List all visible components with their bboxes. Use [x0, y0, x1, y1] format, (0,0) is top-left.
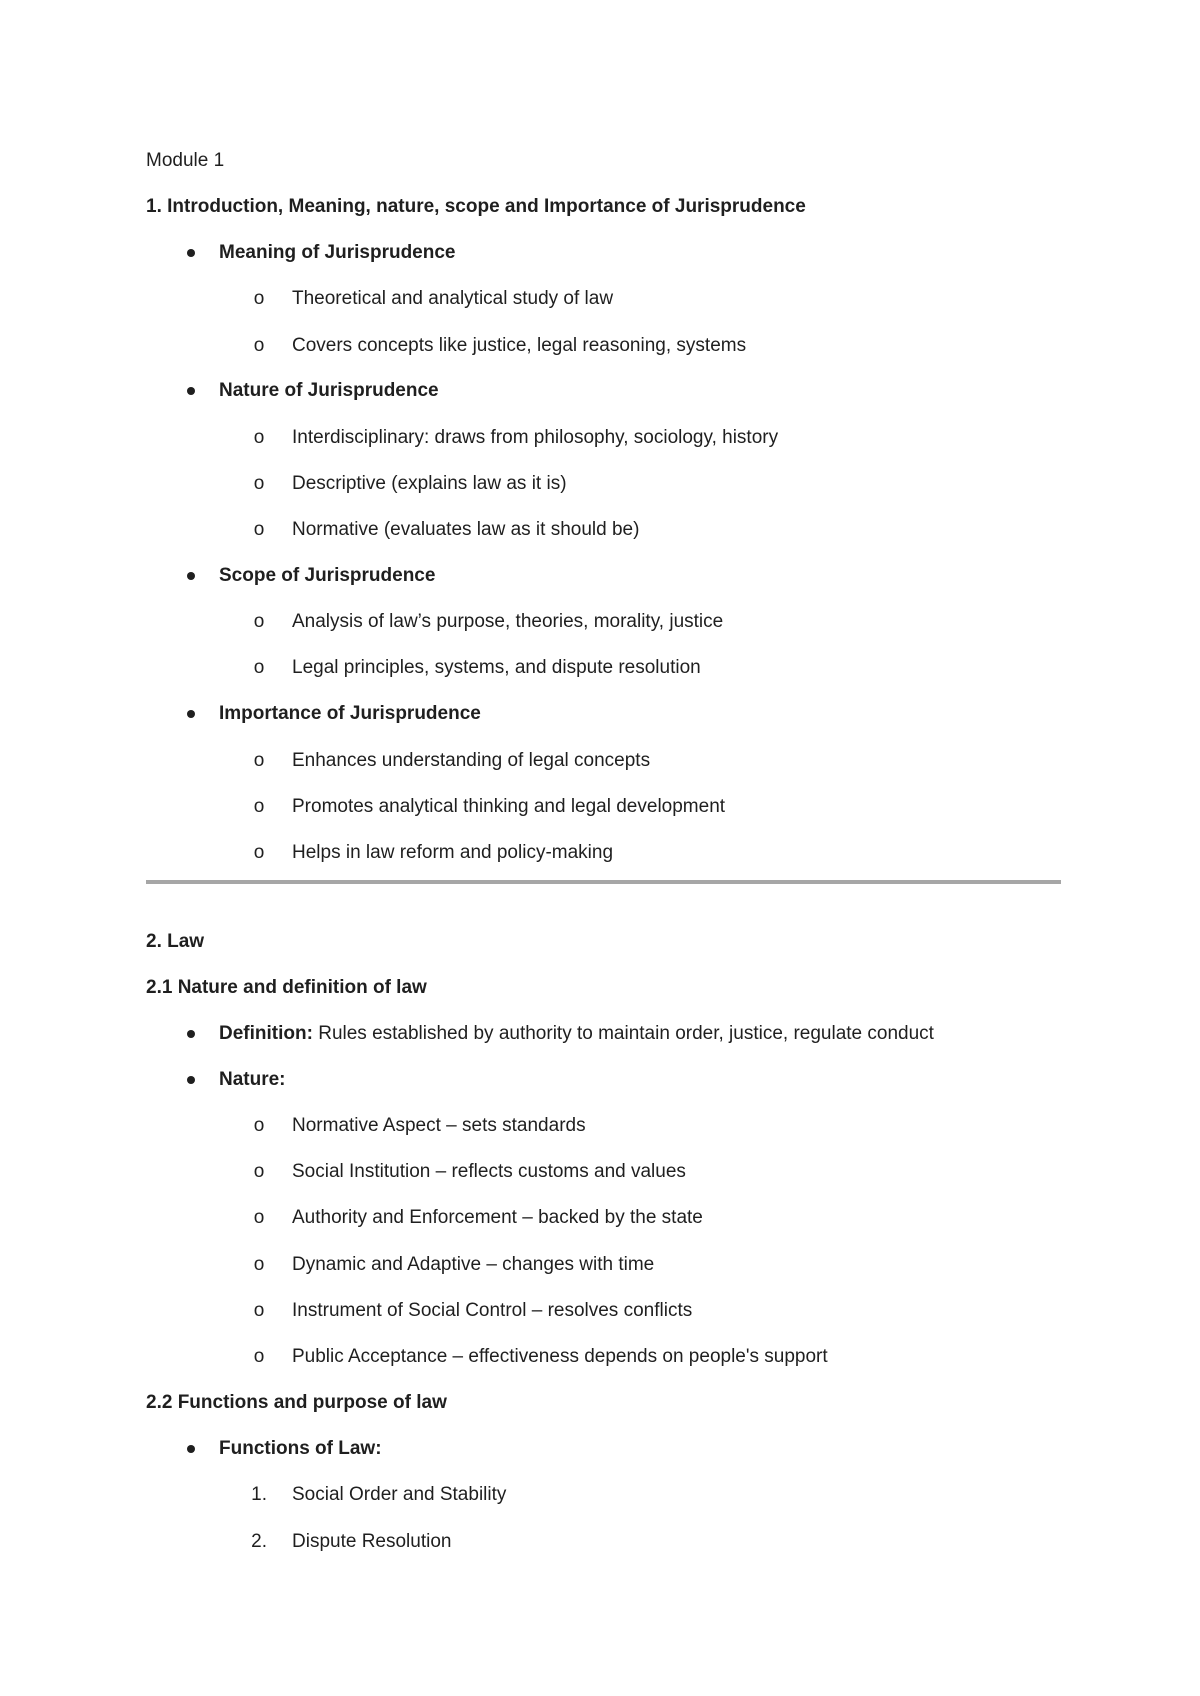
list-item: Analysis of law’s purpose, theories, morality, justice	[292, 611, 724, 632]
bullet-icon	[187, 1030, 195, 1038]
list-item: Covers concepts like justice, legal reasoning, systems	[292, 335, 747, 356]
list-item: Authority and Enforcement – backed by the state	[292, 1207, 703, 1228]
sub-bullet-icon: o	[253, 842, 265, 863]
sub-bullet-icon: o	[253, 1207, 265, 1228]
scope-heading: Scope of Jurisprudence	[219, 565, 436, 586]
sub-bullet-icon: o	[253, 1300, 265, 1321]
sub-bullet-icon: o	[253, 519, 265, 540]
sub-bullet-icon: o	[253, 1161, 265, 1182]
nature-heading: Nature of Jurisprudence	[219, 380, 439, 401]
list-item: Dispute Resolution	[292, 1531, 452, 1552]
list-item: Descriptive (explains law as it is)	[292, 473, 567, 494]
definition-item	[219, 1022, 934, 1046]
list-item: Instrument of Social Control – resolves conflicts	[292, 1300, 693, 1321]
sub-bullet-icon: o	[253, 427, 265, 448]
functions-label: Functions of Law:	[219, 1438, 382, 1459]
list-item: Normative (evaluates law as it should be)	[292, 519, 640, 540]
definition-text: Rules established by authority to maintain order, justice, regulate conduct	[312, 1023, 934, 1044]
bullet-icon	[187, 572, 195, 580]
sub-bullet-icon: o	[253, 473, 265, 494]
list-item: Dynamic and Adaptive – changes with time	[292, 1254, 655, 1275]
list-number: 1.	[251, 1484, 267, 1505]
list-item: Promotes analytical thinking and legal development	[292, 796, 726, 817]
bullet-icon	[187, 387, 195, 395]
list-item: Social Institution – reflects customs and values	[292, 1161, 686, 1182]
sub-bullet-icon: o	[253, 335, 265, 356]
module-title: Module 1	[146, 150, 225, 171]
meaning-heading: Meaning of Jurisprudence	[219, 242, 456, 263]
list-item: Theoretical and analytical study of law	[292, 288, 614, 309]
bullet-icon	[187, 1445, 195, 1453]
definition-label: Definition:	[219, 1023, 313, 1044]
sub-bullet-icon: o	[253, 1346, 265, 1367]
importance-heading: Importance of Jurisprudence	[219, 703, 481, 724]
section-1-heading: 1. Introduction, Meaning, nature, scope and Importance of Jurisprudence	[146, 196, 806, 217]
sub-bullet-icon: o	[253, 657, 265, 678]
sub-bullet-icon: o	[253, 1254, 265, 1275]
list-item: Normative Aspect – sets standards	[292, 1115, 586, 1136]
nature-label: Nature:	[219, 1069, 286, 1090]
section-2-2-heading: 2.2 Functions and purpose of law	[146, 1392, 447, 1413]
list-item: Social Order and Stability	[292, 1484, 507, 1505]
sub-bullet-icon: o	[253, 1115, 265, 1136]
list-item: Helps in law reform and policy-making	[292, 842, 614, 863]
bullet-icon	[187, 249, 195, 257]
list-item: Public Acceptance – effectiveness depends on people's support	[292, 1346, 828, 1367]
list-number: 2.	[251, 1531, 267, 1552]
sub-bullet-icon: o	[253, 750, 265, 771]
section-2-1-heading: 2.1 Nature and definition of law	[146, 977, 427, 998]
list-item: Enhances understanding of legal concepts	[292, 750, 651, 771]
sub-bullet-icon: o	[253, 796, 265, 817]
list-item: Legal principles, systems, and dispute resolution	[292, 657, 701, 678]
bullet-icon	[187, 710, 195, 718]
sub-bullet-icon: o	[253, 288, 265, 309]
horizontal-divider	[146, 880, 1061, 884]
list-item: Interdisciplinary: draws from philosophy, sociology, history	[292, 427, 779, 448]
bullet-icon	[187, 1076, 195, 1084]
sub-bullet-icon: o	[253, 611, 265, 632]
section-2-heading: 2. Law	[146, 931, 205, 952]
